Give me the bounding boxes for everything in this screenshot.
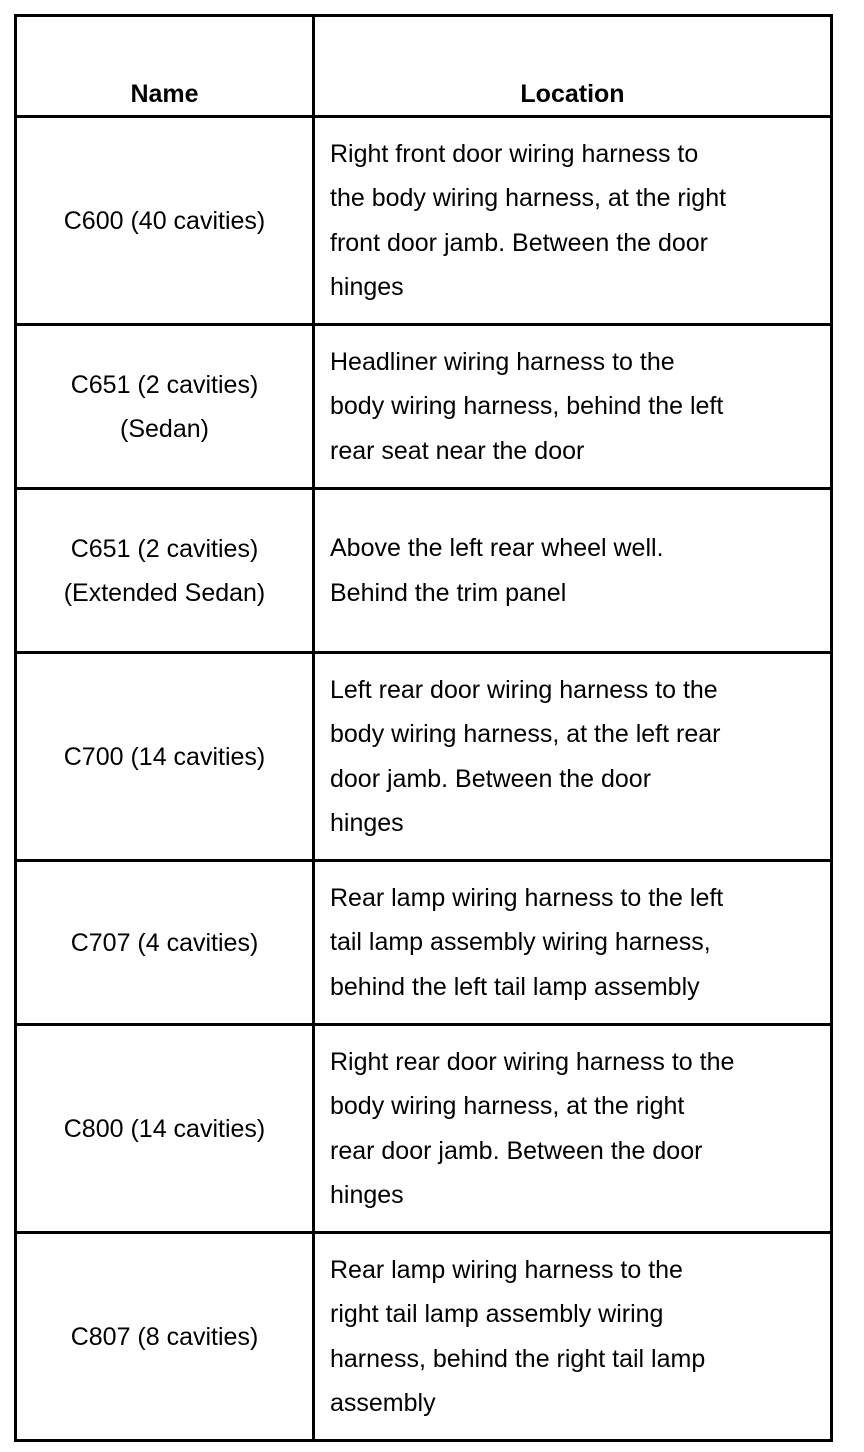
connector-location-cell bbox=[314, 861, 832, 1025]
table-row bbox=[16, 1025, 832, 1233]
connector-name-cell: C807 (8 cavities) bbox=[16, 1233, 314, 1441]
connector-location-table bbox=[14, 14, 833, 1442]
connector-name-cell: C600 (40 cavities) bbox=[16, 117, 314, 325]
location-line: rear door jamb. Between the door bbox=[330, 1136, 703, 1165]
connector-name-cell: C707 (4 cavities) bbox=[16, 861, 314, 1025]
location-line: hinges bbox=[330, 1181, 404, 1209]
connector-location-cell bbox=[314, 117, 832, 325]
location-line: hinges bbox=[330, 273, 404, 301]
location-line: Above the left rear wheel well. bbox=[330, 534, 664, 562]
connector-name-cell: C651 (2 cavities) (Extended Sedan) bbox=[16, 489, 314, 653]
location-line: rear seat near the door bbox=[330, 436, 585, 465]
location-line: assembly bbox=[330, 1389, 436, 1417]
connector-location-cell bbox=[314, 1025, 832, 1233]
table-row bbox=[16, 861, 832, 1025]
location-line: Rear lamp wiring harness to the left bbox=[330, 883, 724, 912]
connector-name-cell: C651 (2 cavities) (Sedan) bbox=[16, 325, 314, 489]
location-line: behind the left tail lamp assembly bbox=[330, 972, 700, 1001]
column-header-location: Location bbox=[314, 16, 832, 117]
location-line: Left rear door wiring harness to the bbox=[330, 675, 718, 704]
location-line: door jamb. Between the door bbox=[330, 764, 652, 793]
location-line: tail lamp assembly wiring harness, bbox=[330, 928, 711, 957]
location-line: hinges bbox=[330, 809, 404, 837]
connector-location-cell bbox=[314, 653, 832, 861]
connector-location-cell bbox=[314, 1233, 832, 1441]
table-row bbox=[16, 653, 832, 861]
location-line: Right front door wiring harness to bbox=[330, 139, 699, 168]
location-line: the body wiring harness, at the right bbox=[330, 184, 727, 212]
location-line: body wiring harness, at the right bbox=[330, 1092, 685, 1120]
location-line: harness, behind the right tail lamp bbox=[330, 1344, 706, 1373]
column-header-name: Name bbox=[16, 16, 314, 117]
location-line: Right rear door wiring harness to the bbox=[330, 1047, 735, 1076]
table-row bbox=[16, 117, 832, 325]
location-line: front door jamb. Between the door bbox=[330, 228, 709, 257]
table-row bbox=[16, 1233, 832, 1441]
location-line: Behind the trim panel bbox=[330, 578, 567, 607]
location-line: Headliner wiring harness to the bbox=[330, 347, 675, 376]
connector-name-cell: C700 (14 cavities) bbox=[16, 653, 314, 861]
table-body bbox=[16, 117, 832, 1441]
location-line: body wiring harness, behind the left bbox=[330, 392, 724, 421]
table-row bbox=[16, 325, 832, 489]
table-header-row bbox=[16, 16, 832, 117]
location-line: right tail lamp assembly wiring bbox=[330, 1300, 664, 1328]
connector-location-cell bbox=[314, 489, 832, 653]
location-line: Rear lamp wiring harness to the bbox=[330, 1255, 683, 1284]
location-line: body wiring harness, at the left rear bbox=[330, 720, 721, 748]
connector-name-cell: C800 (14 cavities) bbox=[16, 1025, 314, 1233]
table-row bbox=[16, 489, 832, 653]
connector-location-cell bbox=[314, 325, 832, 489]
